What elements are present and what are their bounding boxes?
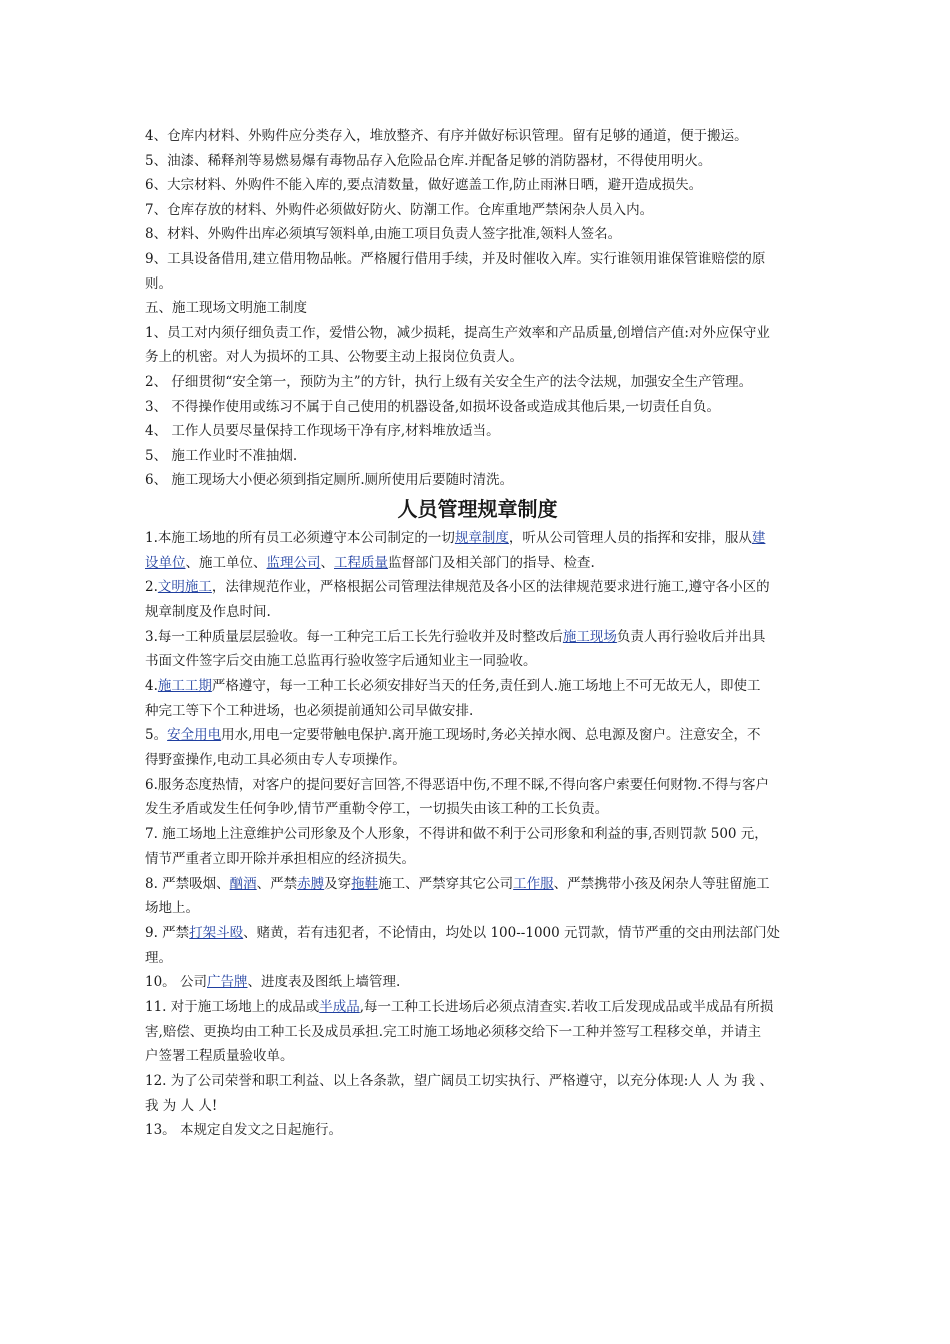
personnel-rules bbox=[145, 526, 810, 1143]
section-heading: 人员管理规章制度 bbox=[397, 496, 558, 521]
text-segment: 害,赔偿、更换均由工种工长及成员承担.完工时施工场地必须移交给下一工种并签写工程移交单，并请主 bbox=[145, 1023, 762, 1040]
text-segment: 、施工单位、 bbox=[185, 554, 267, 571]
text-segment: 及穿 bbox=[324, 875, 352, 892]
text-line bbox=[145, 995, 810, 1020]
hyperlink[interactable]: 半成品 bbox=[319, 998, 360, 1015]
text-segment: 13。 本规定自发文之日起施行。 bbox=[145, 1122, 342, 1139]
text-segment: 、 bbox=[320, 554, 334, 571]
text-line bbox=[145, 1069, 810, 1094]
text-segment: 规章制度及作息时间. bbox=[145, 603, 271, 620]
hyperlink[interactable]: 施工现场 bbox=[562, 628, 617, 645]
text-line bbox=[145, 970, 810, 995]
text-segment: ，法律规范作业，严格根据公司管理法律规范及各小区的法律规范要求进行施工,遵守各小区的 bbox=[211, 579, 770, 596]
hyperlink[interactable]: 打架斗殴 bbox=[189, 924, 244, 941]
hyperlink[interactable]: 文明施工 bbox=[157, 579, 212, 596]
text-segment: 得野蛮操作,电动工具必须由专人专项操作。 bbox=[145, 752, 406, 769]
text-segment: 11. 对于施工场地上的成品或 bbox=[145, 998, 320, 1015]
text-line bbox=[145, 1020, 810, 1045]
text-segment: 用水,用电一定要带触电保护.离开施工现场时,务必关掉水阀、总电源及窗户。注意安全，不 bbox=[221, 727, 761, 744]
text-line: 4、仓库内材料、外购件应分类存入，堆放整齐、有序并做好标识管理。留有足够的通道，便于搬运。 bbox=[145, 128, 748, 144]
hyperlink[interactable]: 监理公司 bbox=[266, 554, 321, 571]
hyperlink[interactable]: 广告牌 bbox=[206, 974, 248, 991]
text-line bbox=[145, 847, 810, 872]
text-line: 6、 施工现场大小便必须到指定厕所.厕所使用后要随时清洗。 bbox=[145, 472, 514, 489]
text-line bbox=[145, 896, 810, 921]
text-segment: 2. bbox=[145, 579, 158, 596]
text-line bbox=[145, 526, 810, 551]
text-segment: 书面文件签字后交由施工总监再行验收签字后通知业主一同验收。 bbox=[145, 653, 537, 670]
text-segment: 7. 施工场地上注意维护公司形象及个人形象，不得讲和做不利于公司形象和利益的事,否则罚款 500 元， bbox=[145, 826, 768, 843]
text-line: 务上的机密。对人为损坏的工具、公物要主动上报岗位负责人。 bbox=[145, 349, 523, 366]
text-line bbox=[145, 748, 810, 773]
text-segment: 情节严重者立即开除并承担相应的经济损失。 bbox=[145, 850, 415, 867]
text-line bbox=[145, 575, 810, 600]
text-line bbox=[145, 946, 810, 971]
text-segment: 6.服务态度热情，对客户的提问要好言回答,不得恶语中伤,不理不睬,不得向客户索要任何财物.不得与客户 bbox=[145, 776, 770, 793]
hyperlink[interactable]: 规章制度 bbox=[454, 529, 509, 546]
document-body bbox=[145, 124, 810, 1143]
text-segment: 、赌黄，若有违犯者，不论情由，均处以 100--1000 元罚款，情节严重的交由刑法部门处 bbox=[243, 924, 781, 941]
text-segment: 严格遵守，每一工种工长必须安排好当天的任务,责任到人.施工场地上不可无故无人，即使工 bbox=[211, 678, 761, 695]
hyperlink[interactable]: 赤膊 bbox=[297, 875, 325, 892]
text-segment: 负责人再行验收后并出具 bbox=[616, 628, 766, 645]
hyperlink[interactable]: 工程质量 bbox=[334, 554, 388, 571]
hyperlink[interactable]: 工作服 bbox=[513, 875, 554, 892]
text-line bbox=[145, 1118, 810, 1143]
text-line: 3、 不得操作使用或练习不属于自己使用的机器设备,如损坏设备或造成其他后果,一切责任自负。 bbox=[145, 398, 720, 415]
text-segment: 施工、严禁穿其它公司 bbox=[378, 875, 514, 892]
text-line: 2、 仔细贯彻“安全第一，预防为主”的方针，执行上级有关安全生产的法令法规，加强安全生产管理。 bbox=[145, 373, 753, 390]
text-segment: 1.本施工场地的所有员工必须遵守本公司制定的一切 bbox=[145, 529, 455, 546]
text-segment: 4. bbox=[145, 678, 158, 695]
text-line bbox=[145, 649, 810, 674]
text-segment: 5。 bbox=[145, 727, 168, 744]
hyperlink[interactable]: 施工工期 bbox=[157, 678, 212, 695]
text-line bbox=[145, 723, 810, 748]
text-line: 7、仓库存放的材料、外购件必须做好防火、防潮工作。仓库重地严禁闲杂人员入内。 bbox=[145, 201, 654, 218]
text-line bbox=[145, 773, 810, 798]
text-line bbox=[145, 600, 810, 625]
text-segment: 10。 公司 bbox=[145, 974, 207, 991]
text-segment: 理。 bbox=[145, 949, 172, 966]
text-line: 4、 工作人员要尽量保持工作现场干净有序,材料堆放适当。 bbox=[145, 423, 500, 440]
text-line: 9、工具设备借用,建立借用物品帐。严格履行借用手续，并及时催收入库。实行谁领用谁保管谁赔偿的原 bbox=[145, 250, 766, 267]
text-segment: 场地上。 bbox=[145, 900, 199, 917]
hyperlink[interactable]: 设单位 bbox=[145, 554, 186, 571]
text-segment: 、进度表及图纸上墙管理. bbox=[247, 974, 401, 991]
text-line bbox=[145, 551, 810, 576]
text-segment: 9. 严禁 bbox=[145, 924, 190, 941]
text-line bbox=[145, 921, 810, 946]
text-line bbox=[145, 625, 810, 650]
text-segment: 、严禁 bbox=[256, 875, 298, 892]
text-segment: 我 为 人 人! bbox=[145, 1097, 218, 1114]
text-segment: 3.每一工种质量层层验收。每一工种完工后工长先行验收并及时整改后 bbox=[145, 628, 563, 645]
text-line: 6、大宗材料、外购件不能入库的,要点清数量，做好遮盖工作,防止雨淋日晒，避开造成损失。 bbox=[145, 177, 703, 194]
text-line bbox=[145, 674, 810, 699]
text-line bbox=[145, 872, 810, 897]
text-segment: 、严禁携带小孩及闲杂人等驻留施工 bbox=[553, 875, 770, 892]
hyperlink[interactable]: 拖鞋 bbox=[351, 875, 379, 892]
warehouse-and-site-rules bbox=[145, 124, 810, 493]
text-line: 五、施工现场文明施工制度 bbox=[145, 300, 307, 317]
text-segment: 种完工等下个工种进场，也必须提前通知公司早做安排. bbox=[145, 702, 474, 719]
text-line bbox=[145, 1094, 810, 1119]
text-segment: 12. 为了公司荣誉和职工利益、以上各条款，望广阔员工切实执行、严格遵守，以充分体现:人 人 为 我 、 bbox=[145, 1073, 773, 1090]
text-segment: 8. 严禁吸烟、 bbox=[145, 875, 230, 892]
hyperlink[interactable]: 建 bbox=[751, 529, 766, 546]
text-line: 1、员工对内须仔细负责工作，爱惜公物，减少损耗，提高生产效率和产品质量,创增信产值:对外应保守业 bbox=[145, 324, 770, 341]
text-segment: 户签署工程质量验收单。 bbox=[145, 1048, 294, 1065]
text-segment: 发生矛盾或发生任何争吵,情节严重勒令停工，一切损失由该工种的工长负责。 bbox=[145, 801, 609, 818]
text-line: 5、 施工作业时不准抽烟. bbox=[145, 447, 298, 464]
text-line: 则。 bbox=[145, 275, 172, 292]
text-line bbox=[145, 797, 810, 822]
text-line bbox=[145, 699, 810, 724]
text-line: 8、材料、外购件出库必须填写领料单,由施工项目负责人签字批准,领料人签名。 bbox=[145, 226, 622, 243]
text-line bbox=[145, 1044, 810, 1069]
text-line bbox=[145, 822, 810, 847]
text-segment: ,每一工种工长进场后必须点清查实.若收工后发现成品或半成品有所损 bbox=[359, 998, 774, 1015]
hyperlink[interactable]: 酗酒 bbox=[229, 875, 257, 892]
text-line: 5、油漆、稀释剂等易燃易爆有毒物品存入危险品仓库.并配备足够的消防器材，不得使用明火。 bbox=[145, 152, 712, 169]
text-segment: 监督部门及相关部门的指导、检查. bbox=[388, 554, 595, 571]
text-segment: ，听从公司管理人员的指挥和安排，服从 bbox=[508, 529, 752, 546]
hyperlink[interactable]: 安全用电 bbox=[167, 727, 222, 744]
